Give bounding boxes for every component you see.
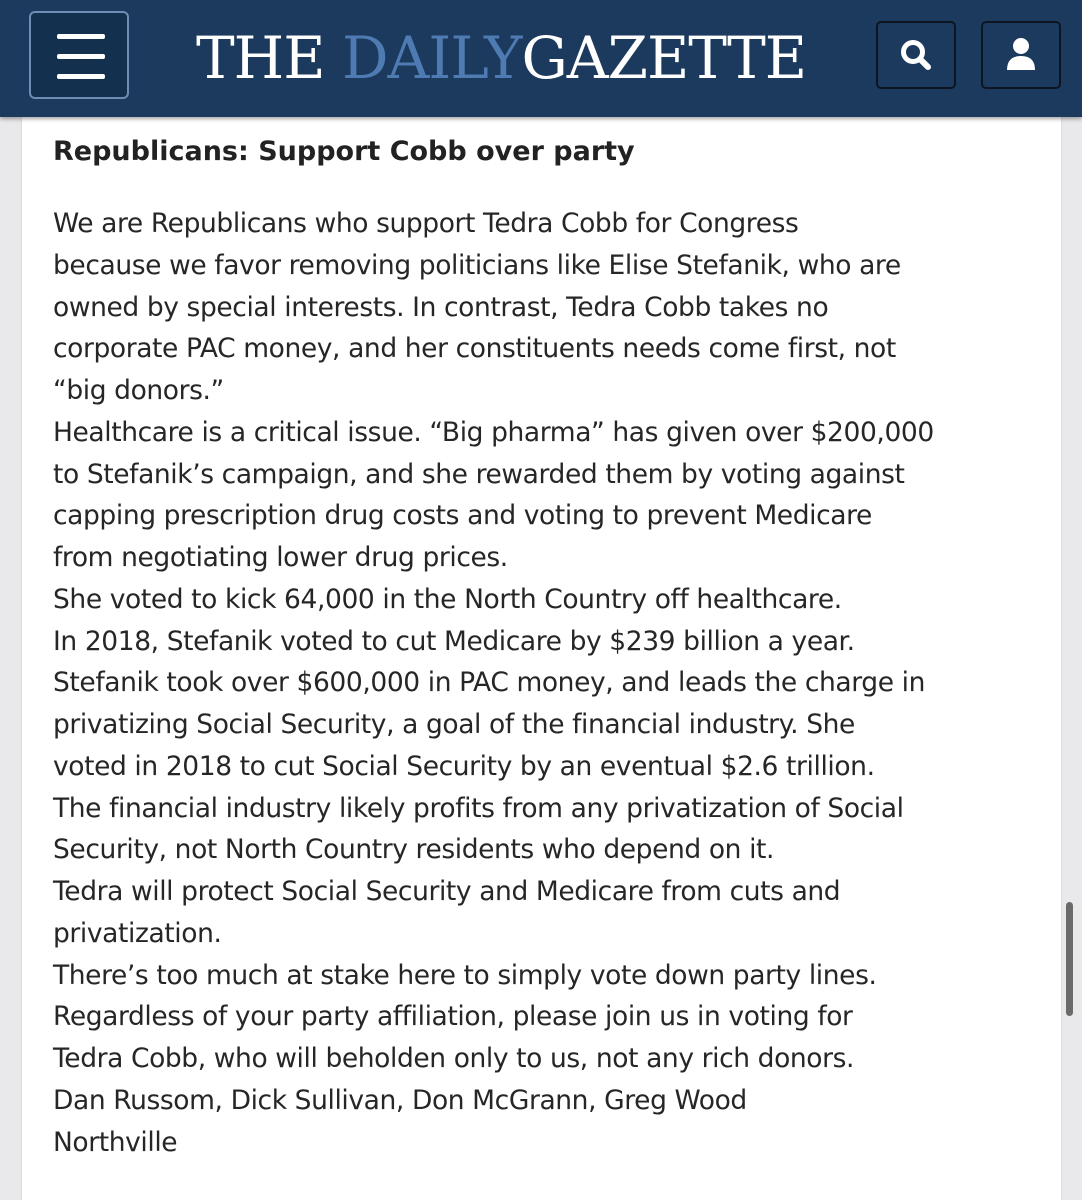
user-account-button[interactable] — [981, 21, 1061, 89]
article-line: privatization. — [53, 917, 222, 949]
article-line: Security, not North Country residents who depend on it. — [53, 834, 775, 866]
search-button[interactable] — [876, 21, 956, 89]
article-line: Tedra Cobb, who will beholden only to us, not any rich donors. — [53, 1043, 855, 1074]
site-logo[interactable]: THE DAILYGAZETTE — [196, 24, 807, 92]
article-signature: Dan Russom, Dick Sullivan, Don McGrann, Greg Wood — [53, 1084, 747, 1116]
article-line: She voted to kick 64,000 in the North Country off healthcare. — [53, 583, 842, 615]
article-line: to Stefanik’s campaign, and she rewarded them by voting against — [53, 458, 905, 490]
user-icon — [983, 23, 1059, 87]
article-line: “big donors.” — [53, 375, 224, 406]
site-header — [0, 0, 1082, 117]
scrollbar-thumb[interactable] — [1066, 902, 1073, 1016]
article-line: Tedra will protect Social Security and Medicare from cuts and — [53, 876, 841, 907]
article-body-container — [22, 117, 1061, 1200]
article-line: Stefanik took over $600,000 in PAC money, and leads the charge in — [53, 667, 925, 699]
article-line: capping prescription drug costs and voting to prevent Medicare — [53, 500, 872, 532]
article-line: owned by special interests. In contrast, Tedra Cobb takes no — [53, 291, 829, 323]
article-headline: Republicans: Support Cobb over party — [53, 136, 635, 167]
article-line: from negotiating lower drug prices. — [53, 542, 508, 573]
article-line: Healthcare is a critical issue. “Big pharma” has given over $200,000 — [53, 416, 934, 448]
article-text — [53, 203, 1053, 1163]
article-line: privatizing Social Security, a goal of the financial industry. She — [53, 709, 855, 740]
article-line: because we favor removing politicians like Elise Stefanik, who are — [53, 249, 901, 281]
article-line: corporate PAC money, and her constituents needs come first, not — [53, 333, 896, 365]
article-location: Northville — [53, 1126, 178, 1158]
article-line: The financial industry likely profits from any privatization of Social — [53, 792, 904, 824]
article-line: We are Republicans who support Tedra Cobb for Congress — [53, 208, 799, 239]
menu-button[interactable] — [29, 11, 129, 99]
article-line: In 2018, Stefanik voted to cut Medicare by $239 billion a year. — [53, 625, 855, 657]
article-line: Regardless of your party affiliation, please join us in voting for — [53, 1001, 853, 1033]
hamburger-menu-icon — [57, 34, 105, 39]
search-icon — [878, 23, 954, 87]
article-line: voted in 2018 to cut Social Security by an eventual $2.6 trillion. — [53, 750, 875, 782]
article-line: There’s too much at stake here to simply vote down party lines. — [53, 959, 877, 991]
